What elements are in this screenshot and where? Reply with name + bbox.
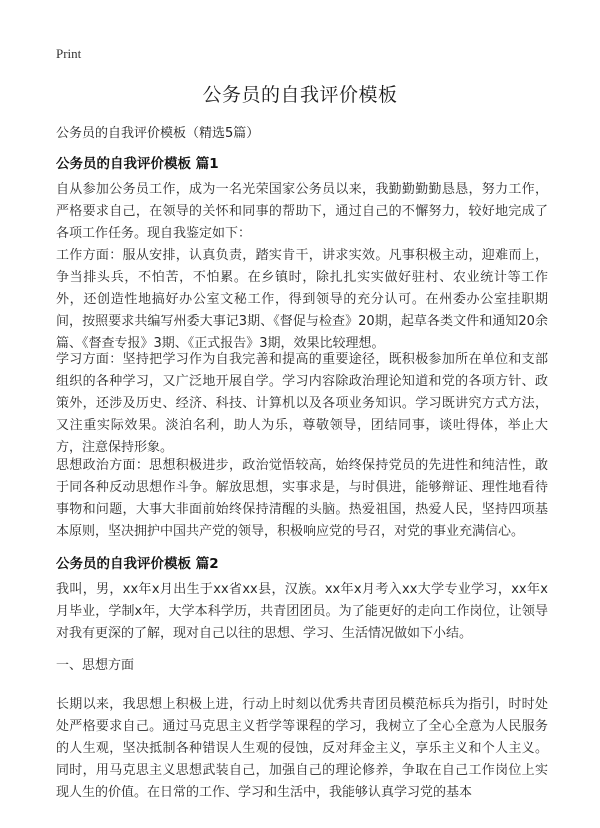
section-1-heading: 公务员的自我评价模板 篇1 bbox=[56, 156, 219, 172]
section-1-paragraph-3: 学习方面：坚持把学习作为自我完善和提高的重要途径，既积极参加所在单位和支部组织的各种学习，又广泛地开展自学。学习内容除政治理论知道和党的各项方针、政策外，还涉及历史、经济、科技、计算机以及各项业务知识。学习既讲究方式方法，又注重实际效果。淡泊名利，助人为乐，尊敬领导，团结同事，谈吐得体，举止大方，注意保持形象。 bbox=[56, 352, 548, 455]
print-link[interactable]: Print bbox=[56, 46, 82, 61]
section-2-paragraph-1: 我叫，男，xx年x月出生于xx省xx县，汉族。xx年x月考入xx大学专业学习，xx年x月毕业，学制x年，大学本科学历，共青团团员。为了能更好的走向工作岗位，让领导对我有更深的了解，现对自己以往的思想、学习、生活情况做如下小结。 bbox=[56, 582, 548, 641]
section-1-paragraph-1: 自从参加公务员工作，成为一名光荣国家公务员以来，我勤勤勤勤恳恳，努力工作，严格要求自己，在领导的关怀和同事的帮助下，通过自己的不懈努力，较好地完成了各项工作任务。现自我鉴定如下： bbox=[56, 182, 548, 241]
section-2-heading: 公务员的自我评价模板 篇2 bbox=[56, 556, 219, 572]
section-2-subheading: 一、思想方面 bbox=[56, 658, 135, 673]
page-title: 公务员的自我评价模板 bbox=[202, 84, 398, 106]
section-1-paragraph-4: 思想政治方面：思想积极进步，政治觉悟较高，始终保持党员的先进性和纯洁性，敢于同各种反动思想作斗争。解放思想，实事求是，与时俱进，能够辩证、理性地看待事物和问题，大事大非面前始终保持清醒的头脑。热爱祖国，热爱人民，坚持四项基本原则，坚决拥护中国共产党的领导，积极响应党的号召，对党的事业充满信心。 bbox=[56, 458, 548, 539]
section-1-paragraph-2: 工作方面：服从安排，认真负责，踏实肯干，讲求实效。凡事积极主动，迎难而上，争当排头兵，不怕苦，不怕累。在乡镇时，除扎扎实实做好驻村、农业统计等工作外，还创造性地搞好办公室文秘工作，得到领导的充分认可。在州委办公室挂职期间，按照要求共编写州委大事记3期、《督促与检查》20期，起草各类文件和通知20余篇、《督查专报》3期、《正式报告》3期，效果比较理想。 bbox=[56, 248, 548, 351]
document-subtitle: 公务员的自我评价模板（精选5篇） bbox=[56, 126, 260, 141]
section-2-paragraph-2: 长期以来，我思想上积极上进，行动上时刻以优秀共青团员模范标兵为指引，时时处处严格要求自己。通过马克思主义哲学等课程的学习，我树立了全心全意为人民服务的人生观，坚决抵制各种错误人生观的侵蚀，反对拜金主义，享乐主义和个人主义。同时，用马克思主义思想武装自己，加强自己的理论修养，争取在自己工作岗位上实现人生的价值。在日常的工作、学习和生活中，我能够认真学习党的基本 bbox=[56, 697, 548, 800]
